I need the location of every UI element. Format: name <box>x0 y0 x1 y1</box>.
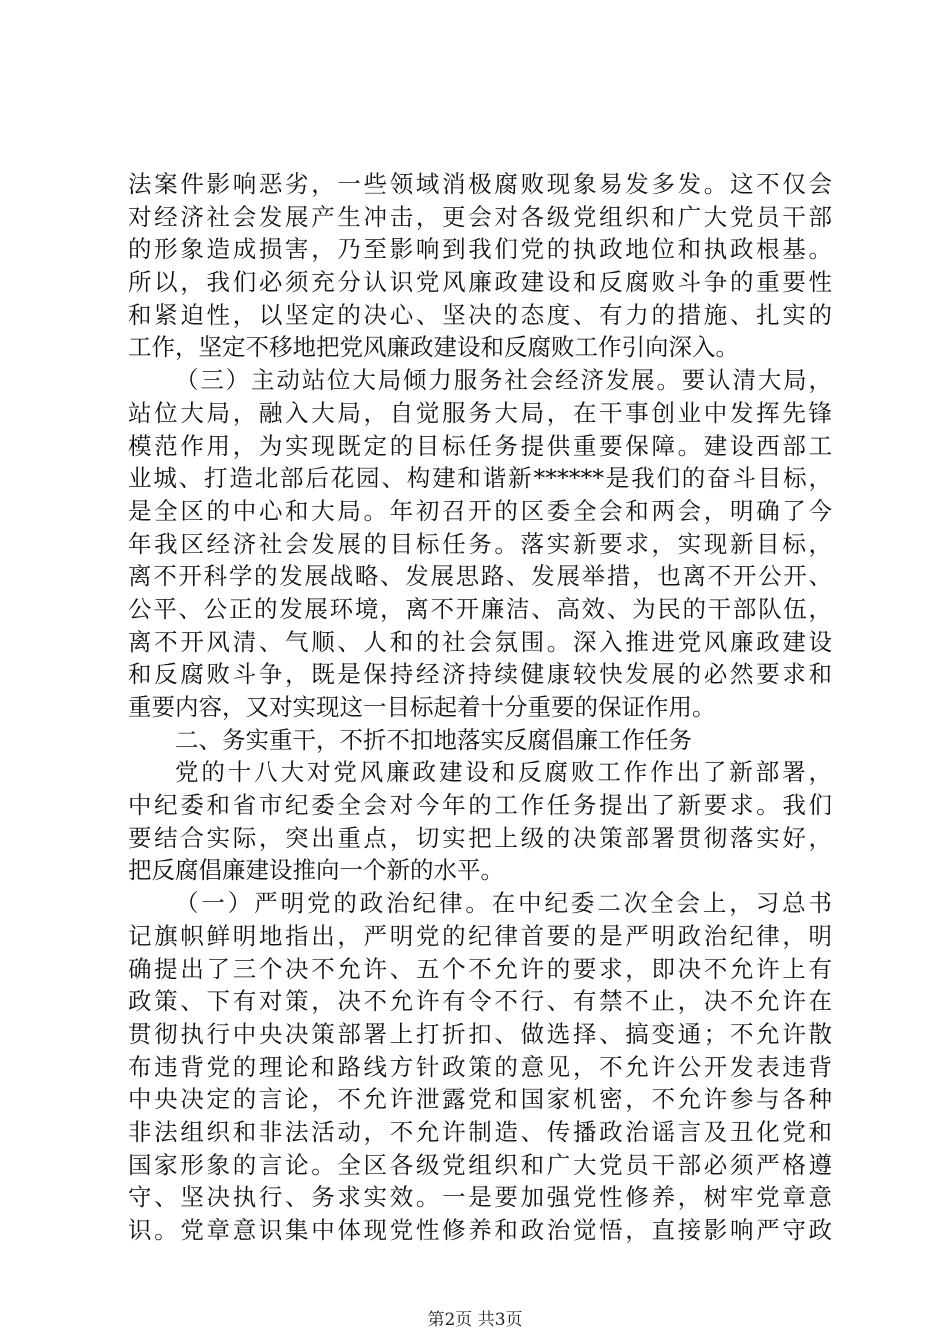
text-line: 模范作用，为实现既定的目标任务提供重要保障。建设西部工 <box>128 431 832 460</box>
text-line: 对经济社会发展产生冲击，更会对各级党组织和广大党员干部 <box>128 202 832 231</box>
text-line: 把反腐倡廉建设推向一个新的水平。 <box>128 856 504 885</box>
text-line: 记旗帜鲜明地指出，严明党的纪律首要的是严明政治纪律，明 <box>128 921 832 950</box>
text-line: 和反腐败斗争，既是保持经济持续健康较快发展的必然要求和 <box>128 660 832 689</box>
text-line: 识。党章意识集中体现党性修养和政治觉悟，直接影响严守政 <box>128 1216 832 1244</box>
text-line: 确提出了三个决不允许、五个不允许的要求，即决不允许上有 <box>128 954 832 983</box>
text-line: 公平、公正的发展环境，离不开廉洁、高效、为民的干部队伍， <box>128 594 832 623</box>
text-line: 和紧迫性，以坚定的决心、坚决的态度、有力的措施、扎实的 <box>128 300 832 329</box>
text-line: 重要内容，又对实现这一目标起着十分重要的保证作用。 <box>128 693 716 721</box>
text-line: 贯彻执行中央决策部署上打折扣、做选择、搞变通；不允许散 <box>128 1019 832 1048</box>
text-line: 党的十八大对党风廉政建设和反腐败工作作出了新部署， <box>175 758 832 787</box>
text-line: 中央决定的言论，不允许泄露党和国家机密，不允许参与各种 <box>128 1085 832 1114</box>
text-line: 守、坚决执行、务求实效。一是要加强党性修养，树牢党章意 <box>128 1183 832 1212</box>
text-line: 年我区经济社会发展的目标任务。落实新要求，实现新目标， <box>128 529 832 558</box>
section-heading: （一）严明党的政治纪律。在中纪委二次全会上，习总书 <box>175 889 832 918</box>
text-line: 中纪委和省市纪委全会对今年的工作任务提出了新要求。我们 <box>128 791 832 820</box>
text-line: 非法组织和非法活动，不允许制造、传播政治谣言及丑化党和 <box>128 1117 832 1146</box>
section-heading: 二、务实重干，不折不扣地落实反腐倡廉工作任务 <box>175 725 692 754</box>
text-line: 业城、打造北部后花园、构建和谐新******是我们的奋斗目标， <box>128 464 832 493</box>
text-line: 站位大局，融入大局，自觉服务大局，在干事创业中发挥先锋 <box>128 398 832 427</box>
text-line: 政策、下有对策，决不允许有令不行、有禁不止，决不允许在 <box>128 987 832 1016</box>
text-line: 是全区的中心和大局。年初召开的区委全会和两会，明确了今 <box>128 496 832 525</box>
text-line: 离不开科学的发展战略、发展思路、发展举措，也离不开公开、 <box>128 562 832 591</box>
section-heading: （三）主动站位大局倾力服务社会经济发展。要认清大局， <box>175 366 832 395</box>
page-number: 第2页 共3页 <box>427 1310 523 1330</box>
text-line: 国家形象的言论。全区各级党组织和广大党员干部必须严格遵 <box>128 1150 832 1179</box>
document-body <box>128 168 832 1247</box>
text-line: 布违背党的理论和路线方针政策的意见，不允许公开发表违背 <box>128 1052 832 1081</box>
text-line: 要结合实际，突出重点，切实把上级的决策部署贯彻落实好， <box>128 823 832 852</box>
text-line: 工作，坚定不移地把党风廉政建设和反腐败工作引向深入。 <box>128 333 739 362</box>
text-line: 的形象造成损害，乃至影响到我们党的执政地位和执政根基。 <box>128 235 832 264</box>
text-line: 所以，我们必须充分认识党风廉政建设和反腐败斗争的重要性 <box>128 268 832 297</box>
text-line: 法案件影响恶劣，一些领域消极腐败现象易发多发。这不仅会 <box>128 170 832 198</box>
text-line: 离不开风清、气顺、人和的社会氛围。深入推进党风廉政建设 <box>128 627 832 656</box>
